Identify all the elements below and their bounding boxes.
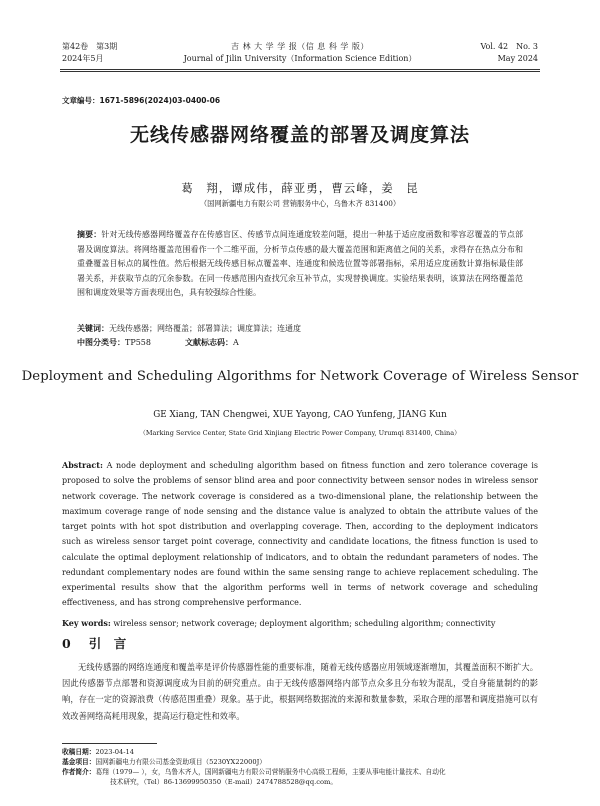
doc-code-value: A xyxy=(233,338,239,347)
clc-value: TP558 xyxy=(125,338,151,347)
section-title: 引 言 xyxy=(88,636,127,651)
footnote-author-cont: 技术研究，（Tel）86-13699950350（E-mail）2474788528@qq.com。 xyxy=(110,778,338,786)
author-bio-line1: 葛翔（1979— ），女，乌鲁木齐人，国网新疆电力有限公司营销服务中心高级工程师，主要从事电能计量技术、自动化 xyxy=(95,768,446,776)
fund-text: 国网新疆电力有限公司基金资助项目（5230YX22000J） xyxy=(95,758,266,766)
keywords-zh-label: 关键词： xyxy=(77,323,109,333)
affiliation-en: （Marking Service Center, State Grid Xinjiang Electric Power Company, Urumqi 831400, China） xyxy=(139,429,461,437)
abstract-en xyxy=(62,458,538,611)
header-vol-no: Vol. 42 No. 3 xyxy=(480,42,538,51)
footnote-fund xyxy=(62,757,538,767)
header-journal-zh: 吉 林 大 学 学 报（信 息 科 学 版） xyxy=(231,42,369,51)
paper-title-zh: 无线传感器网络覆盖的部署及调度算法 xyxy=(129,124,470,146)
paper-title-en: Deployment and Scheduling Algorithms for Network Coverage of Wireless Sensor xyxy=(21,369,579,384)
keywords-zh-text: 无线传感器；网络覆盖；部署算法；调度算法；连通度 xyxy=(109,324,301,333)
header-journal-en: Journal of Jilin University（Information Science Edition） xyxy=(183,54,417,63)
article-number-label: 文章编号： xyxy=(62,96,100,105)
header-rule-top xyxy=(60,69,540,70)
authors-en: GE Xiang, TAN Chengwei, XUE Yayong, CAO Yunfeng, JIANG Kun xyxy=(153,410,447,420)
abstract-en-text: A node deployment and scheduling algorithm based on fitness function and zero tolerance coverage is proposed to solve the problems of sensor blind area and poor connectivity between sensor nodes in wireless sensor network coverage. The network coverage is considered as a two-dimensional plane, the relationship between the maximum coverage range of node sensing and the distance value is analyzed to obtain the attribute values of the target points with hot spot distribution and overlapping coverage. Then, according to the deployment indicators such as wireless sensor target point coverage, connectivity and candidate locations, the fitness function is used to calculate the optimal deployment relationship of indicators, and to obtain the redundant parameters of nodes. The redundant complementary nodes are found within the same sensing range to achieve replacement scheduling. The experimental results show that the algorithm performs well in terms of network coverage and scheduling effectiveness, and has strong comprehensive performance. xyxy=(62,461,538,608)
header-month: May 2024 xyxy=(497,54,538,63)
section-number: 0 xyxy=(62,636,71,651)
classification-zh xyxy=(77,335,523,351)
keywords-en-text: wireless sensor; network coverage; deployment algorithm; scheduling algorithm; connectivity xyxy=(113,619,496,628)
abstract-zh-label: 摘要： xyxy=(77,229,102,239)
received-date: 2023-04-14 xyxy=(95,748,134,756)
fund-label: 基金项目： xyxy=(62,758,96,766)
abstract-zh xyxy=(77,227,523,301)
header-volume-issue: 第42卷 第3期 xyxy=(62,42,118,51)
keywords-en xyxy=(62,616,538,631)
footnote-author xyxy=(62,767,538,777)
footnote-rule xyxy=(62,743,157,744)
header-vol-en xyxy=(480,41,538,65)
section-heading-introduction xyxy=(62,634,144,652)
doc-code-label: 文献标志码： xyxy=(185,337,233,347)
keywords-en-label: Key words: xyxy=(62,618,111,628)
intro-paragraph: 无线传感器的网络连通度和覆盖率是评价传感器性能的重要标准，随着无线传感器应用领域逐渐增加，其覆盖面积不断扩大。因此传感器节点部署和资源调度成为目前的研究重点。由于无线传感器网络内部节点众多且分布较为混乱，受自身能量制约的影响，存在一定的资源浪费（传感范围重叠）现象。基于此，根据网络数据流的来源和数量参数，采取合理的部署和调度措施可以有效改善网络高耗用现象，提高运行稳定性和效率。 xyxy=(62,662,538,721)
clc-label: 中图分类号： xyxy=(77,337,125,347)
affiliation-zh: （国网新疆电力有限公司 营销服务中心，乌鲁木齐 831400） xyxy=(199,199,401,208)
received-label: 收稿日期： xyxy=(62,748,96,756)
header-date: 2024年5月 xyxy=(62,54,104,63)
footnote-received xyxy=(62,747,538,757)
author-bio-label: 作者简介： xyxy=(62,768,96,776)
article-number xyxy=(62,95,220,106)
authors-zh: 葛 翔，谭成伟，薛亚勇，曹云峰，姜 昆 xyxy=(181,181,419,195)
abstract-en-label: Abstract: xyxy=(62,460,103,470)
header-rule-bottom xyxy=(60,71,540,72)
abstract-zh-text: 针对无线传感器网络覆盖存在传感盲区、传感节点间连通度较差问题，提出一种基于适应度函数和零容忍覆盖的节点部署及调度算法。将网络覆盖范围看作一个二维平面，分析节点传感的最大覆盖范围和距离值之间的关系，求得存在热点分布和重叠覆盖目标点的属性值。然后根据无线传感目标点覆盖率、连通度和候选位置等部署指标，采用适应度函数计算指标最佳部署关系，并获取节点的冗余参数。在同一传感范围内查找冗余互补节点，实现替换调度。实验结果表明，该算法在网络覆盖范围和调度效果等方面表现出色，具有较强综合性能。 xyxy=(77,230,524,298)
article-number-value: 1671-5896(2024)03-0400-06 xyxy=(99,96,221,105)
